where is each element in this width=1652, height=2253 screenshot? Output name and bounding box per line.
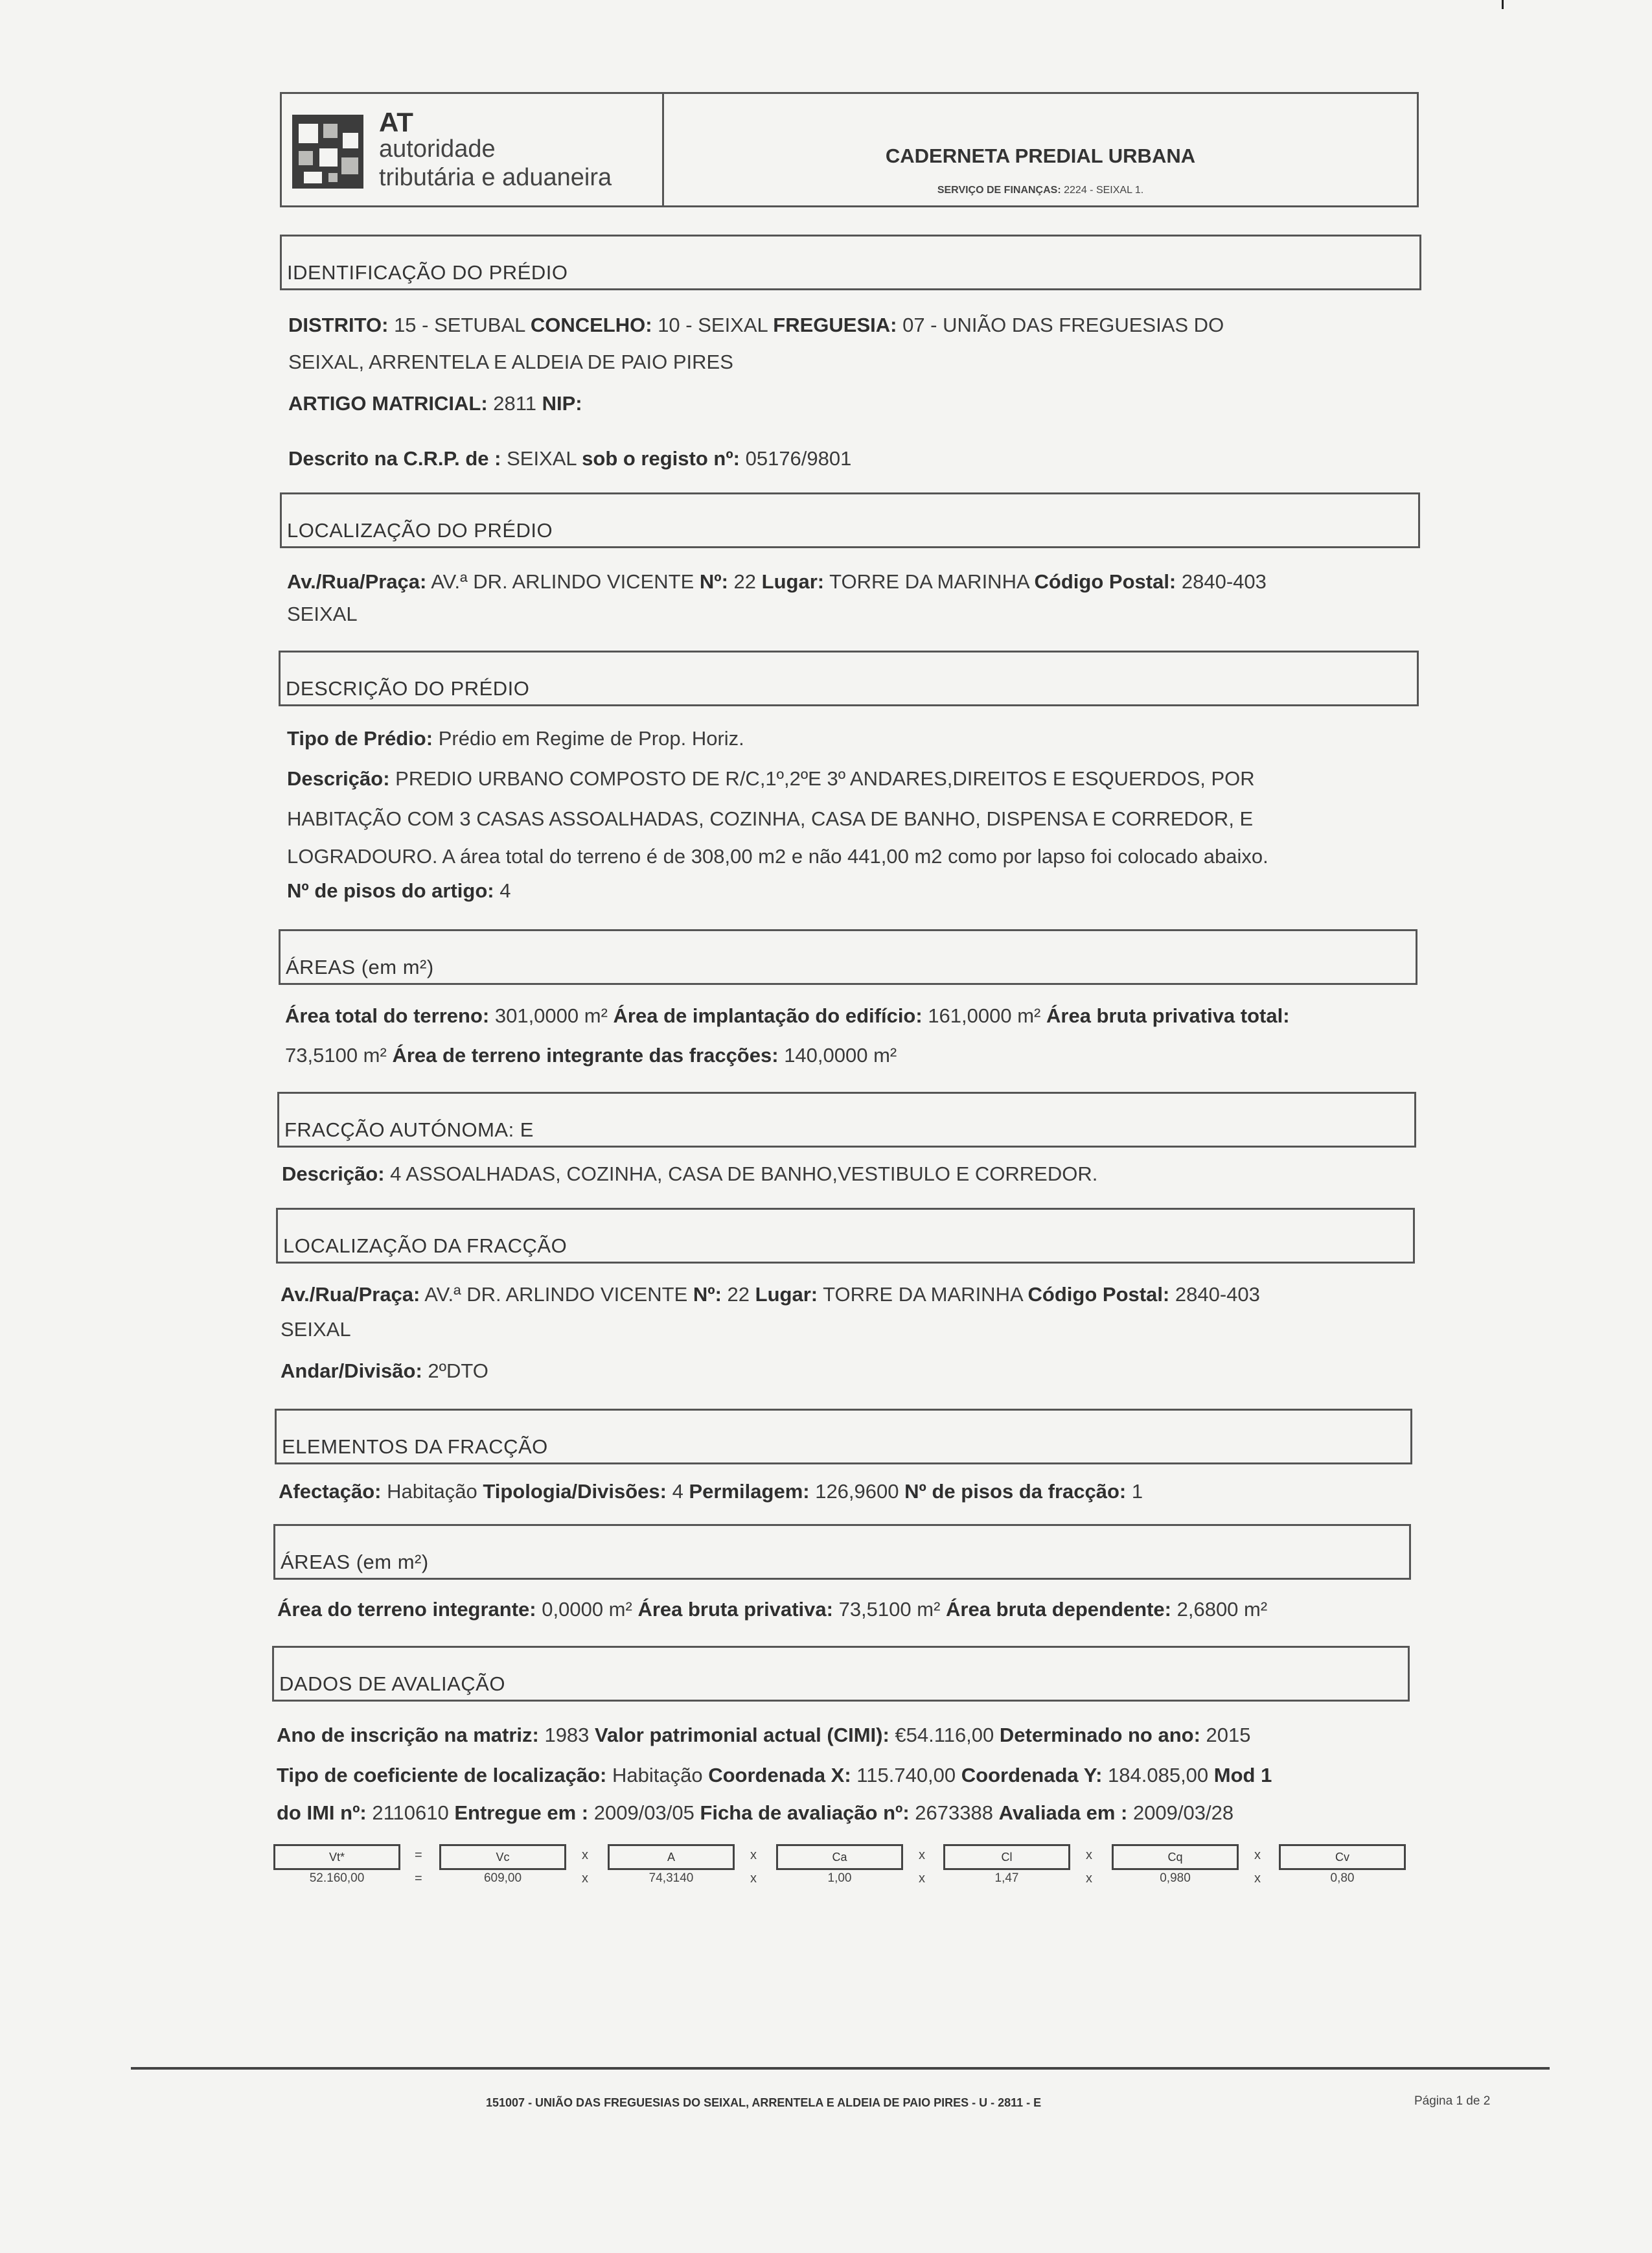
crp-value: SEIXAL [507,447,577,470]
andar-label: Andar/Divisão: [281,1359,422,1382]
formula-value-vc: 609,00 [483,1871,522,1885]
formula-box-vc: Vc [439,1844,566,1870]
section-fraccao-autonoma [277,1092,1416,1148]
formula-value-a: 74,3140 [648,1871,694,1885]
areas-predio-line-2 [285,1044,897,1067]
formula-value-vt: 52.160,00 [309,1871,365,1885]
formula-value-cq: 0,980 [1160,1871,1191,1885]
area-dependente-label: Área bruta dependente: [946,1598,1171,1621]
rua-label: Av./Rua/Praça: [281,1283,420,1306]
codigo-postal-label: Código Postal: [1027,1283,1170,1306]
avaliacao-line-2 [277,1764,1272,1787]
tipologia-value: 4 [672,1480,683,1503]
formula-times: x [750,1871,757,1886]
concelho-label: CONCELHO: [530,314,652,336]
avaliada-value: 2009/03/28 [1132,1801,1234,1824]
logo-at-text: AT [379,107,413,137]
coordenada-x-value: 115.740,00 [856,1764,956,1786]
registo-label: sob o registo nº: [582,447,740,470]
localizacao-fraccao-line [281,1283,1260,1306]
section-dados-avaliacao [272,1646,1410,1702]
at-logo [290,102,652,199]
entregue-label: Entregue em : [454,1801,589,1824]
pisos-artigo-line [287,879,511,903]
formula-box-cq: Cq [1112,1844,1239,1870]
formula-box-a: A [608,1844,735,1870]
section-title: DESCRIÇÃO DO PRÉDIO [286,677,530,700]
numero-label: Nº: [693,1283,722,1306]
area-privativa-label: Área bruta privativa: [637,1598,833,1621]
rua-value: AV.ª DR. ARLINDO VICENTE [424,1283,688,1306]
andar-value: 2ºDTO [428,1359,488,1382]
area-bruta-value: 73,5100 m² [285,1044,387,1067]
formula-value-cv: 0,80 [1330,1871,1355,1885]
lugar-label: Lugar: [755,1283,818,1306]
fraccao-descricao-value: 4 ASSOALHADAS, COZINHA, CASA DE BANHO,VESTIBULO E CORREDOR. [390,1162,1098,1185]
area-dependente-value: 2,6800 m² [1176,1598,1268,1621]
at-emblem-icon [290,110,366,194]
freguesia-continued: SEIXAL, ARRENTELA E ALDEIA DE PAIO PIRES [288,351,733,373]
formula-box-ca: Ca [776,1844,903,1870]
coordenada-y-label: Coordenada Y: [961,1764,1103,1786]
section-title: DADOS DE AVALIAÇÃO [279,1672,505,1695]
determinado-label: Determinado no ano: [999,1724,1200,1746]
artigo-label: ARTIGO MATRICIAL: [288,392,488,415]
coeficiente-label: Tipo de coeficiente de localização: [277,1764,607,1786]
areas-fraccao-line [277,1598,1267,1621]
determinado-value: 2015 [1206,1724,1251,1746]
coordenada-y-value: 184.085,00 [1108,1764,1209,1786]
scan-mark [1502,0,1504,9]
distrito-value: 15 - SETUBAL [394,314,525,336]
descricao-line-3: LOGRADOURO. A área total do terreno é de 308,00 m2 e não 441,00 m2 como por lapso foi colocado abaixo. [287,845,1268,868]
formula-equals: = [415,1848,422,1862]
crp-label: Descrito na C.R.P. de : [288,447,501,470]
area-bruta-label: Área bruta privativa total: [1046,1004,1290,1027]
area-terreno-integrante-label: Área do terreno integrante: [277,1598,536,1621]
permilagem-label: Permilagem: [689,1480,810,1503]
codigo-postal-label: Código Postal: [1034,570,1176,593]
valor-patrimonial-label: Valor patrimonial actual (CIMI): [595,1724,889,1746]
avaliacao-line-1 [277,1724,1251,1747]
artigo-value: 2811 [493,392,536,415]
lugar-value: TORRE DA MARINHA [829,570,1029,593]
tipologia-label: Tipologia/Divisões: [483,1480,667,1503]
afectacao-label: Afectação: [279,1480,382,1503]
service-value: 2224 - SEIXAL 1. [1064,185,1144,196]
section-title: ELEMENTOS DA FRACÇÃO [282,1435,548,1458]
logo-line1: autoridade [379,135,496,163]
formula-times: x [1086,1848,1092,1862]
area-integrante-value: 140,0000 m² [784,1044,897,1067]
fraccao-descricao-line [282,1162,1097,1186]
formula-box-vt: Vt* [273,1844,400,1870]
service-label: SERVIÇO DE FINANÇAS: [937,185,1061,196]
formula-times: x [750,1848,757,1862]
descricao-line-1 [287,767,1255,791]
numero-value: 22 [733,570,757,593]
afectacao-value: Habitação [387,1480,477,1503]
section-title: IDENTIFICAÇÃO DO PRÉDIO [287,261,568,284]
rua-label: Av./Rua/Praça: [287,570,427,593]
coordenada-x-label: Coordenada X: [708,1764,851,1786]
pisos-value: 4 [499,879,511,902]
tipo-label: Tipo de Prédio: [287,727,433,750]
distrito-label: DISTRITO: [288,314,389,336]
mod-label: Mod 1 [1213,1764,1272,1786]
section-title: ÁREAS (em m²) [286,956,434,978]
avaliacao-line-3 [277,1801,1233,1825]
entregue-value: 2009/03/05 [593,1801,694,1824]
section-areas-predio [279,929,1417,985]
footer-rule [131,2067,1550,2070]
section-elementos-fraccao [275,1409,1412,1464]
ficha-value: 2673388 [915,1801,993,1824]
artigo-line [288,392,582,415]
section-title: FRACÇÃO AUTÓNOMA: E [284,1118,534,1141]
section-title: LOCALIZAÇÃO DA FRACÇÃO [283,1234,568,1257]
section-localizacao-predio [280,492,1420,548]
section-descricao-predio [279,651,1419,706]
fraccao-descricao-label: Descrição: [282,1162,385,1185]
area-integrante-label: Área de terreno integrante das fracções: [392,1044,779,1067]
area-terreno-value: 301,0000 m² [494,1004,608,1027]
permilagem-value: 126,9600 [815,1480,899,1503]
andar-line [281,1359,488,1383]
codigo-postal-value: 2840-403 [1181,570,1267,593]
ano-value: 1983 [544,1724,590,1746]
areas-predio-line-1 [285,1004,1290,1028]
valor-patrimonial-value: €54.116,00 [895,1724,994,1746]
concelho-value: 10 - SEIXAL [658,314,768,336]
pisos-fraccao-value: 1 [1131,1480,1143,1503]
mod-imi-value: 2110610 [372,1801,449,1824]
formula-times: x [919,1848,925,1862]
lugar-label: Lugar: [761,570,825,593]
descricao-label: Descrição: [287,767,390,790]
nip-label: NIP: [542,392,582,415]
ficha-label: Ficha de avaliação nº: [700,1801,910,1824]
formula-equals: = [415,1871,422,1886]
avaliada-label: Avaliada em : [998,1801,1128,1824]
document-title: CADERNETA PREDIAL URBANA [885,144,1196,167]
tipo-predio-line [287,727,744,750]
elementos-fraccao-line [279,1480,1143,1503]
localidade-predio: SEIXAL [287,603,358,625]
formula-times: x [1086,1871,1092,1886]
area-privativa-value: 73,5100 m² [838,1598,941,1621]
registo-value: 05176/9801 [745,447,852,470]
document-header [280,92,1419,207]
section-areas-fraccao [273,1524,1411,1580]
area-terreno-label: Área total do terreno: [285,1004,490,1027]
freguesia-label: FREGUESIA: [773,314,897,336]
formula-times: x [582,1871,588,1886]
localizacao-predio-line [287,570,1267,594]
section-identificacao [280,235,1421,290]
page-number: Página 1 de 2 [1414,2094,1491,2108]
descricao-line-2: HABITAÇÃO COM 3 CASAS ASSOALHADAS, COZINHA, CASA DE BANHO, DISPENSA E CORREDOR, E [287,807,1254,830]
formula-times: x [1254,1871,1261,1886]
lugar-value: TORRE DA MARINHA [823,1283,1022,1306]
logo-line2: tributária e aduaneira [379,164,612,191]
coeficiente-value: Habitação [612,1764,703,1786]
formula-times: x [919,1871,925,1886]
numero-label: Nº: [699,570,728,593]
tipo-value: Prédio em Regime de Prop. Horiz. [438,727,744,750]
area-implantacao-label: Área de implantação do edifício: [613,1004,923,1027]
formula-value-cl: 1,47 [994,1871,1019,1885]
footer-reference: 151007 - UNIÃO DAS FREGUESIAS DO SEIXAL, ARRENTELA E ALDEIA DE PAIO PIRES - U - 2811 - E [486,2096,1042,2109]
service-line [664,185,1417,196]
formula-box-cv: Cv [1279,1844,1406,1870]
section-title: ÁREAS (em m²) [281,1551,429,1573]
formula-value-ca: 1,00 [827,1871,852,1885]
ano-label: Ano de inscrição na matriz: [277,1724,539,1746]
area-implantacao-value: 161,0000 m² [928,1004,1041,1027]
identificacao-line-1 [288,314,1224,337]
formula-box-cl: Cl [943,1844,1070,1870]
area-terreno-integrante-value: 0,0000 m² [542,1598,632,1621]
localidade-fraccao: SEIXAL [281,1318,351,1341]
crp-line [288,447,851,470]
section-localizacao-fraccao [276,1208,1415,1264]
section-title: LOCALIZAÇÃO DO PRÉDIO [287,519,553,542]
codigo-postal-value: 2840-403 [1175,1283,1260,1306]
numero-value: 22 [727,1283,750,1306]
rua-value: AV.ª DR. ARLINDO VICENTE [431,570,694,593]
pisos-label: Nº de pisos do artigo: [287,879,494,902]
pisos-fraccao-label: Nº de pisos da fracção: [904,1480,1127,1503]
formula-times: x [1254,1848,1261,1862]
formula-times: x [582,1848,588,1862]
freguesia-value: 07 - UNIÃO DAS FREGUESIAS DO [902,314,1224,336]
descricao-text-1: PREDIO URBANO COMPOSTO DE R/C,1º,2ºE 3º ANDARES,DIREITOS E ESQUERDOS, POR [395,767,1255,790]
mod-imi-label: do IMI nº: [277,1801,367,1824]
